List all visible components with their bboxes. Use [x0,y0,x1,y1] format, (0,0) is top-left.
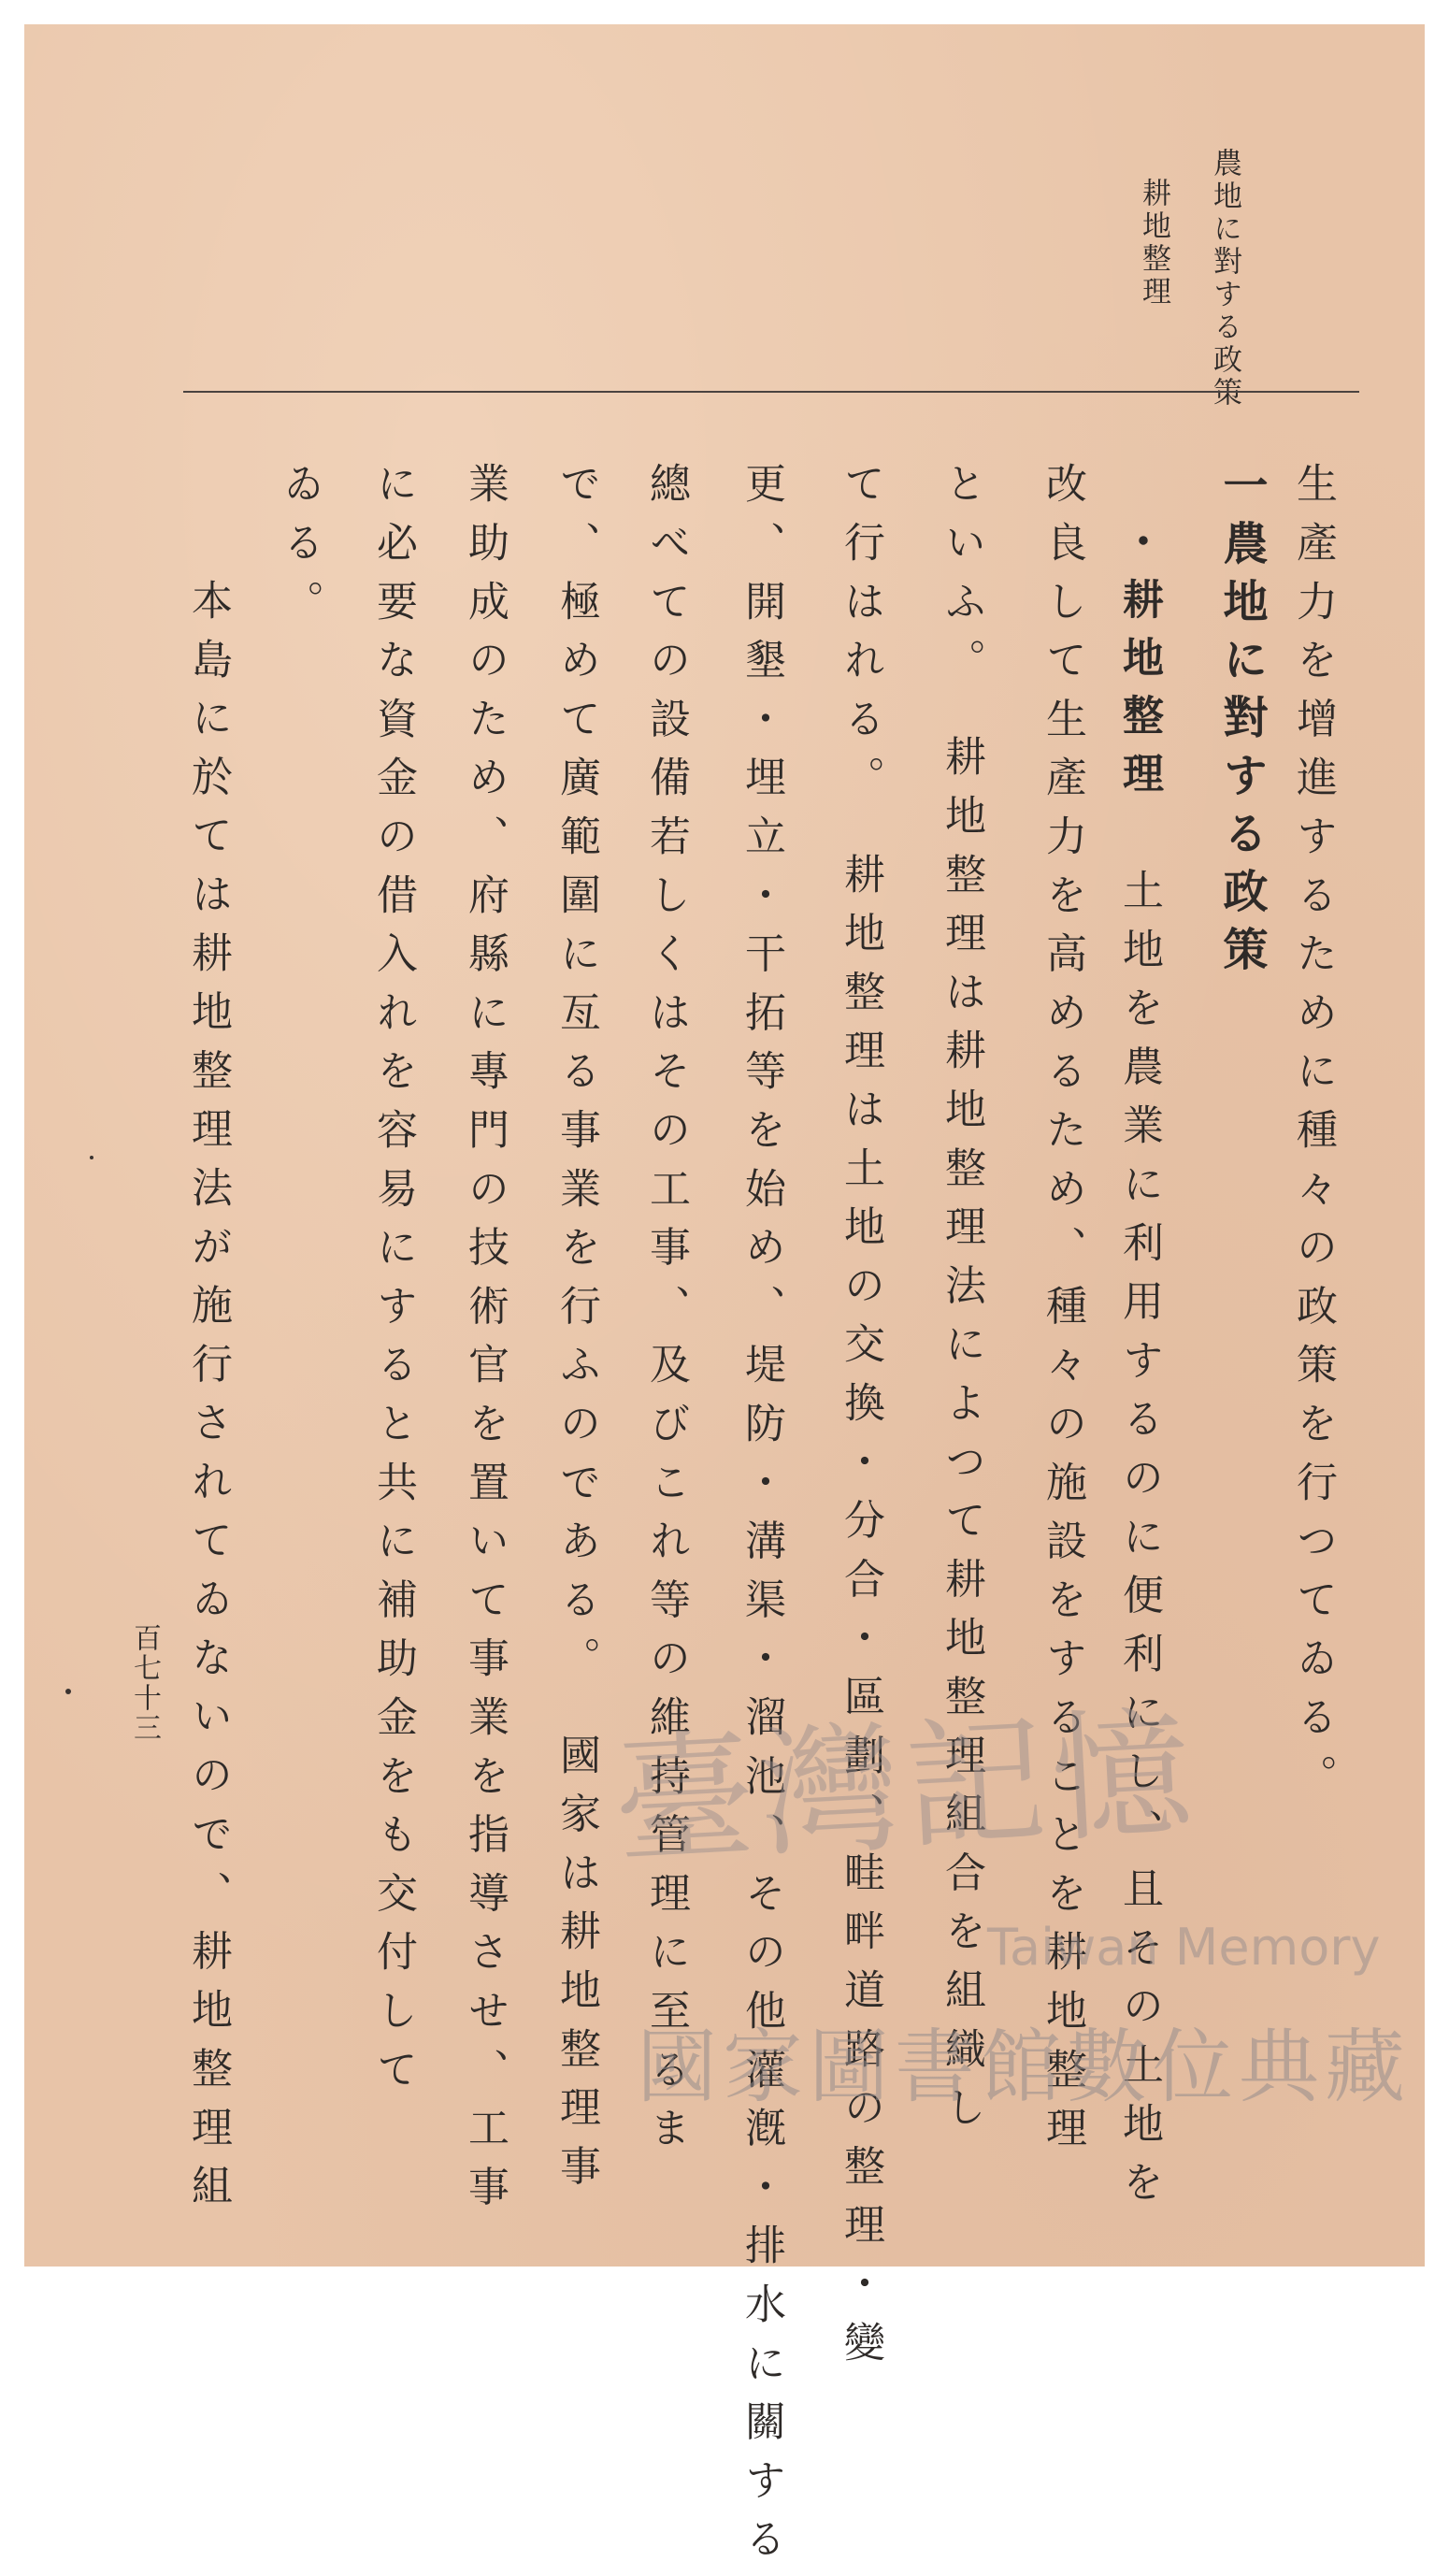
body-column-1: 生產力を增進するために種々の政策を行つてゐる。 [1289,462,1337,1813]
body-column-4: 改良して生產力を高めるため、種々の施設をすることを耕地整理 [1039,462,1086,2166]
body-column-12: ゐる。 [276,462,323,639]
body-column-13: 本島に於ては耕地整理法が施行されてゐないので、耕地整理組 [184,520,232,2223]
header-rule [183,391,1359,393]
body-column-11: に必要な資金の借入れを容易にすると共に補助金をも交付して [369,462,417,2107]
watermark-caption: 國家圖書館數位典藏 [637,2021,1411,2114]
watermark-calligraphy: 臺灣記憶 [610,1691,1201,1886]
body-column-6: て行はれる。 耕地整理は土地の交換・分合・區劃、畦畔道路の整理・變 [837,462,884,2380]
body-column-9: で、極めて廣範圍に亙る事業を行ふのである。 國家は耕地整理事 [552,462,600,2203]
running-header-title: 農地に對する政策 [1208,148,1241,410]
section-title: 一農地に對する政策 [1215,462,1268,984]
body-column-10: 業助成のため、府縣に專門の技術官を置いて事業を指導させ、工事 [461,462,509,2223]
ink-dot [90,1156,93,1159]
ink-dot [65,1689,71,1694]
body-column-7: 更、開墾・埋立・干拓等を始め、堤防・溝渠・溜池、その他灌漑・排水に關する [738,462,785,2576]
document-page [24,24,1425,2576]
subsection-heading: ・耕地整理 [1115,520,1163,810]
body-column-5: といふ。 耕地整理は耕地整理法によつて耕地整理組合を組織し [938,462,985,2145]
watermark-english: Taiwan Memory [987,1918,1381,1977]
body-column-8: 總べての設備若しくはその工事、及びこれ等の維持管理に至るま [642,462,690,2166]
page-number: 百七十三 [128,1623,161,1743]
running-header-subtitle: 耕地整理 [1137,178,1170,309]
body-column-3-text: 土地を農業に利用するのに便利にし、且その土地を [1115,810,1163,2220]
